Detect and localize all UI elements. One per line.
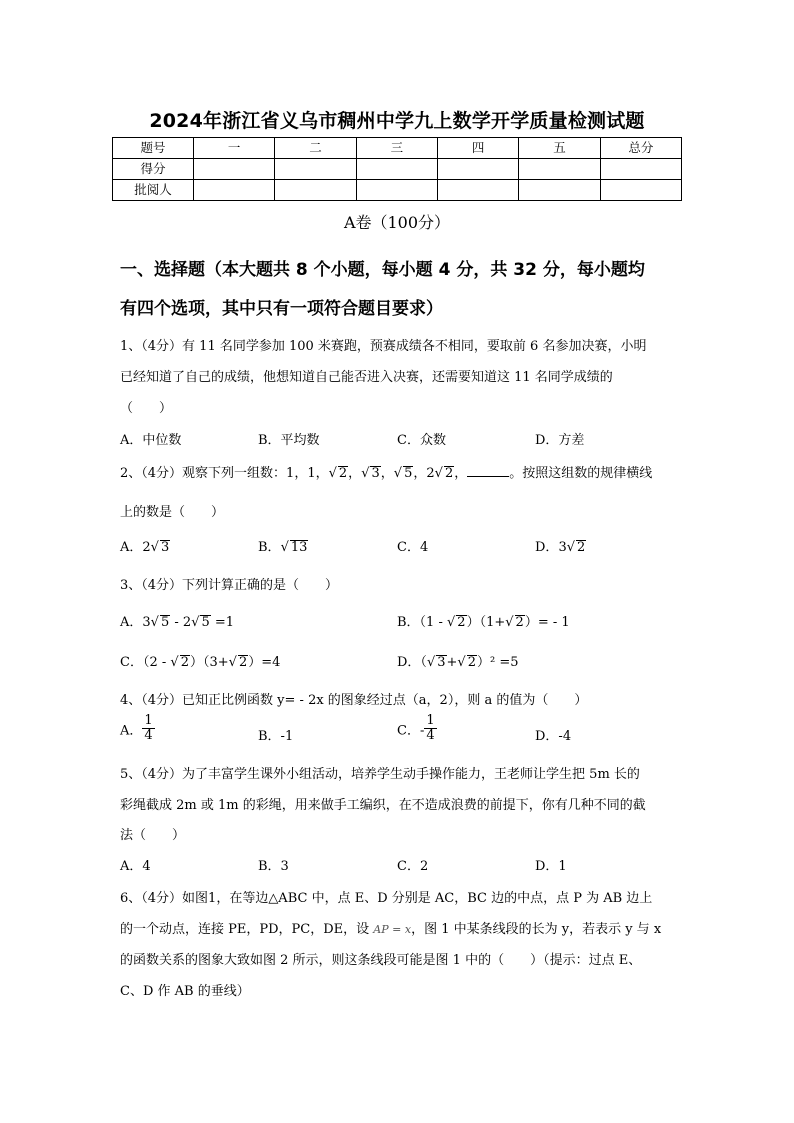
q1-option-b: B．平均数: [258, 433, 320, 448]
q2-line2: 上的数是（ ）: [120, 505, 225, 520]
q5-line3: 法（ ）: [120, 828, 186, 843]
answer-blank: [467, 466, 509, 477]
q3-option-c: C．（2 - √ 2）（3+√ 2）=4: [120, 655, 281, 670]
table-cell: 一: [194, 138, 275, 159]
q2-option-b: B．√ 13: [258, 540, 308, 555]
q2-two: 2: [426, 466, 435, 481]
q6-math: AP = x: [373, 923, 412, 936]
q6-line2: 的一个动点，连接 PE，PD，PC，DE，设 AP = x，图 1 中某条线段的长为 y，若表示 y 与 x: [120, 922, 662, 937]
table-cell: 五: [519, 138, 600, 159]
q3-option-d: D．（√ 3+√ 2）² =5: [397, 655, 519, 670]
q4-option-c: C．- $\frac{1}{4}$: [397, 713, 435, 744]
q2-prefix: 2、（4分）观察下列一组数：1，1，: [120, 466, 329, 481]
table-row: [113, 180, 682, 201]
table-cell: [356, 159, 437, 180]
q1-option-d: D．方差: [535, 433, 585, 448]
table-row: [113, 159, 682, 180]
q2-line1: 2、（4分）观察下列一组数：1，1，√ 2，√ 3，√ 5，2√ 2， 。按照这组数的规律横线: [120, 466, 653, 481]
q5-line2: 彩绳截成 2m 或 1m 的彩绳，用来做手工编织，在不造成浪费的前提下，你有几种不同的截: [120, 798, 646, 813]
q5-option-b: B．3: [258, 859, 289, 874]
q3-option-b: B．（1 - √ 2）（1+√ 2）= - 1: [397, 615, 570, 630]
q2-r2b: 2: [444, 466, 454, 481]
table-cell: [194, 180, 275, 201]
table-cell: 批阅人: [113, 180, 194, 201]
q3-option-a: A．3√ 5 - 2√ 5 =1: [120, 615, 235, 630]
table-cell: 题号: [113, 138, 194, 159]
q2-option-c: C．4: [397, 540, 429, 555]
table-cell: [519, 180, 600, 201]
q2-r3: 3: [371, 466, 380, 481]
section-a-heading: A卷（100分）: [343, 213, 451, 232]
page-title: 2024年浙江省义乌市稠州中学九上数学开学质量检测试题: [149, 110, 645, 132]
score-table: [112, 137, 682, 201]
section-heading-line1: 一、选择题（本大题共 8 个小题，每小题 4 分，共 32 分，每小题均: [120, 260, 645, 280]
q1-line2: 已经知道了自己的成绩，他想知道自己能否进入决赛，还需要知道这 11 名同学成绩的: [120, 370, 613, 385]
section-heading-line2: 有四个选项，其中只有一项符合题目要求）: [120, 299, 443, 319]
q2-r2: 2: [338, 466, 348, 481]
table-cell: [519, 159, 600, 180]
table-cell: [600, 159, 681, 180]
table-cell: [275, 159, 356, 180]
q6-line3: 的函数关系的图象大致如图 2 所示，则这条线段可能是图 1 中的（ ）（提示：过点 E、: [120, 953, 642, 968]
table-cell: 三: [356, 138, 437, 159]
table-cell: [600, 180, 681, 201]
q1-line1: 1、（4分）有 11 名同学参加 100 米赛跑，预赛成绩各不相同，要取前 6 名参加决赛，小明: [120, 339, 647, 354]
q5-option-c: C．2: [397, 859, 429, 874]
table-cell: [275, 180, 356, 201]
q5-option-a: A．4: [120, 859, 151, 874]
q1-option-c: C．众数: [397, 433, 446, 448]
q5-line1: 5、（4分）为了丰富学生课外小组活动，培养学生动手操作能力，王老师让学生把 5m 长的: [120, 767, 640, 782]
table-cell: 得分: [113, 159, 194, 180]
table-cell: [356, 180, 437, 201]
table-cell: 四: [437, 138, 518, 159]
q5-option-d: D．1: [535, 859, 567, 874]
q3-stem: 3、（4分）下列计算正确的是（ ）: [120, 578, 339, 593]
table-cell: [194, 159, 275, 180]
q6-line1: 6、（4分）如图1，在等边△ABC 中，点 E、D 分别是 AC，BC 边的中点，点 P 为 AB 边上: [120, 891, 653, 906]
table-row: [113, 138, 682, 159]
table-cell: 总分: [600, 138, 681, 159]
q4-option-a: A． $\frac{1}{4}$: [120, 713, 153, 744]
table-cell: 二: [275, 138, 356, 159]
q4-option-d: D．-4: [535, 729, 572, 744]
q4-option-b: B．-1: [258, 729, 294, 744]
q2-option-d: D．3√ 2: [535, 540, 586, 555]
q2-r5: 5: [404, 466, 413, 481]
q2-suffix: 。按照这组数的规律横线: [509, 466, 653, 481]
q2-option-a: A．2√ 3: [120, 540, 170, 555]
q1-option-a: A．中位数: [120, 433, 182, 448]
table-cell: [437, 159, 518, 180]
q6-line4: C、D 作 AB 的垂线）: [120, 984, 250, 999]
table-cell: [437, 180, 518, 201]
q4-stem: 4、（4分）已知正比例函数 y= - 2x 的图象经过点（a，2），则 a 的值为（ ）: [120, 693, 588, 708]
q1-line3: （ ）: [120, 401, 173, 416]
